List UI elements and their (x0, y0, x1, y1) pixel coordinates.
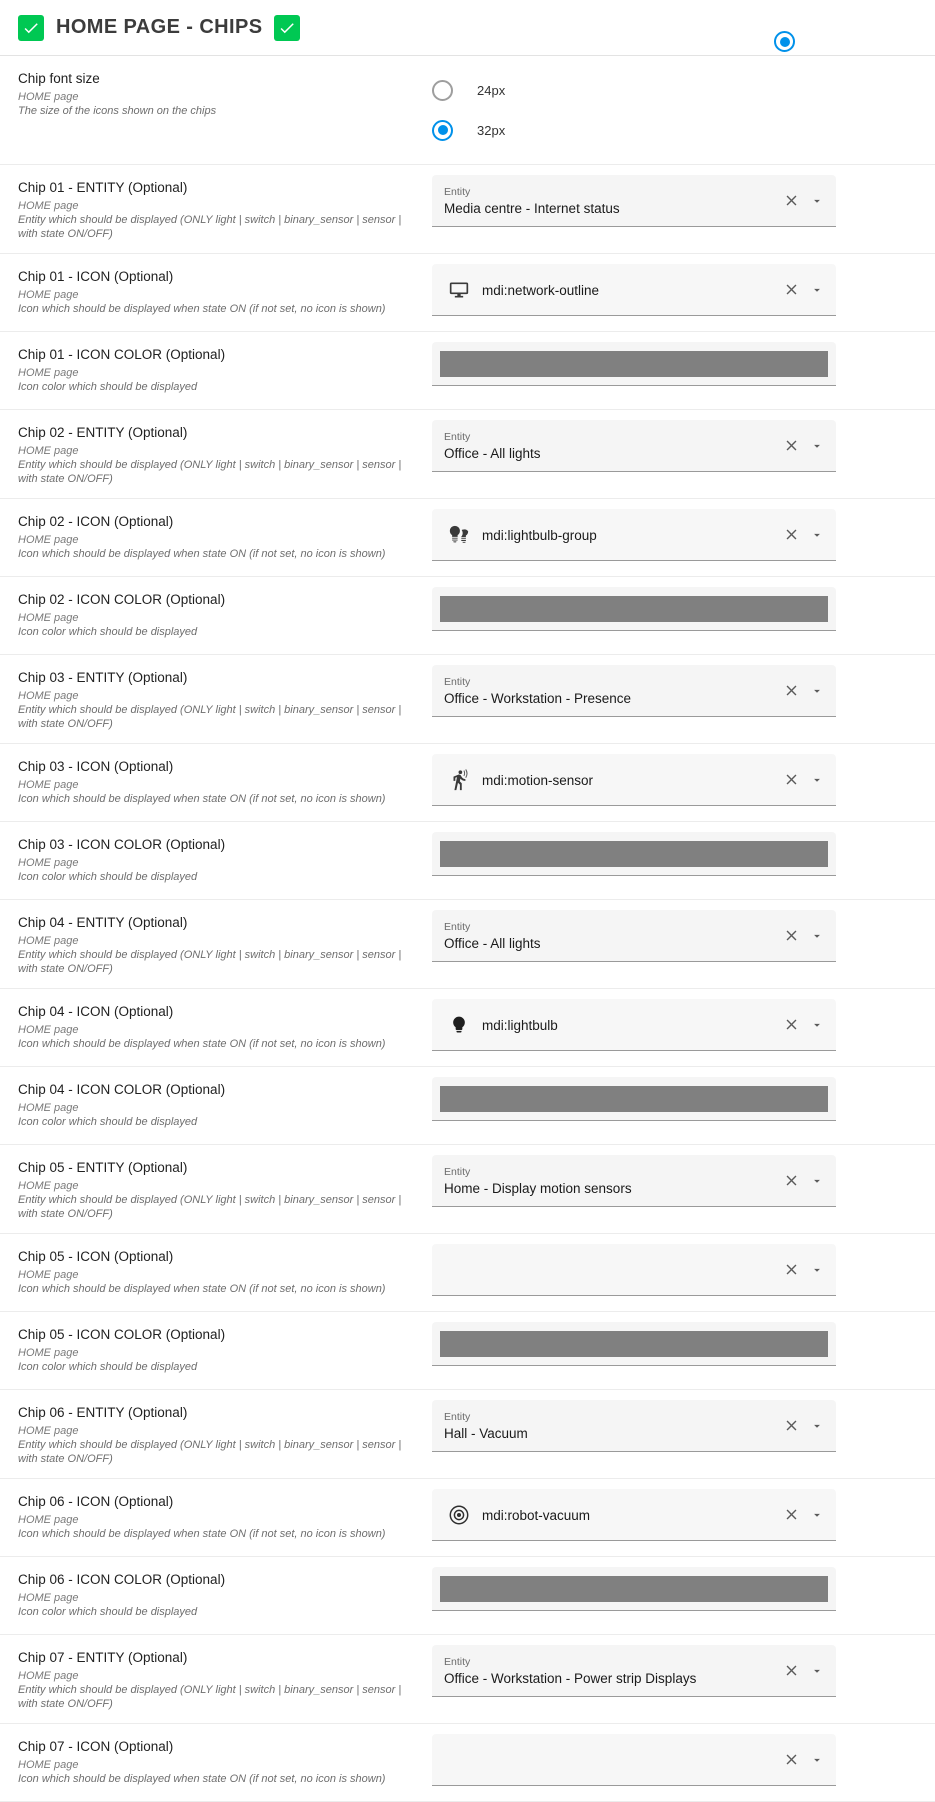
chevron-down-icon[interactable] (804, 1747, 830, 1773)
icon-select-field[interactable] (432, 264, 836, 316)
setting-row (0, 1390, 935, 1479)
color-picker-field[interactable] (432, 587, 836, 631)
icon-select-field[interactable] (432, 1734, 836, 1786)
header-radio[interactable] (774, 31, 795, 52)
chevron-down-icon[interactable] (804, 433, 830, 459)
color-swatch[interactable] (440, 1576, 828, 1602)
field-value[interactable]: Media centre - Internet status (444, 201, 620, 216)
field-actions (778, 767, 830, 793)
setting-row-labels (0, 499, 432, 573)
color-picker-field[interactable] (432, 1077, 836, 1121)
field-actions (778, 1413, 830, 1439)
chevron-down-icon[interactable] (804, 188, 830, 214)
setting-row-description: Entity which should be displayed (ONLY light | switch | binary_sensor | sensor | with state ON/OFF) (18, 1684, 402, 1710)
setting-row (0, 577, 935, 655)
field-label: Entity (444, 431, 471, 443)
clear-icon[interactable] (778, 923, 804, 949)
bulb-icon (444, 1015, 474, 1035)
setting-row-control (432, 332, 935, 396)
setting-row-title: Chip 05 - ICON COLOR (Optional) (18, 1327, 226, 1342)
setting-row-page: HOME page (18, 1425, 79, 1437)
setting-row-control (432, 1479, 935, 1551)
setting-row-control (432, 900, 935, 972)
setting-row-title: Chip 06 - ICON (Optional) (18, 1494, 174, 1509)
setting-row-labels (0, 1067, 432, 1141)
setting-row-labels (0, 655, 432, 743)
setting-row-page: HOME page (18, 289, 79, 301)
clear-icon[interactable] (778, 1747, 804, 1773)
field-content (482, 264, 772, 315)
field-value[interactable]: mdi:motion-sensor (482, 773, 594, 788)
setting-row-control (432, 165, 935, 237)
setting-row (0, 1145, 935, 1234)
setting-row-description: Entity which should be displayed (ONLY light | switch | binary_sensor | sensor | with state ON/OFF) (18, 1194, 402, 1220)
setting-row-control (432, 1635, 935, 1707)
setting-row (0, 254, 935, 332)
setting-row-page: HOME page (18, 1759, 79, 1771)
setting-row-description: Icon which should be displayed when state ON (if not set, no icon is shown) (18, 303, 386, 315)
setting-row-page: HOME page (18, 367, 79, 379)
clear-icon[interactable] (778, 433, 804, 459)
setting-row-page: HOME page (18, 690, 79, 702)
icon-select-field[interactable] (432, 509, 836, 561)
clear-icon[interactable] (778, 188, 804, 214)
clear-icon[interactable] (778, 1257, 804, 1283)
setting-row-page: HOME page (18, 1180, 79, 1192)
chevron-down-icon[interactable] (804, 1257, 830, 1283)
setting-row-description: Entity which should be displayed (ONLY light | switch | binary_sensor | sensor | with state ON/OFF) (18, 214, 402, 240)
setting-row-labels (0, 577, 432, 651)
setting-row-labels (0, 1234, 432, 1308)
field-content (444, 420, 772, 471)
setting-row (0, 744, 935, 822)
radio-32px-label: 32px (477, 122, 506, 138)
setting-row (0, 1479, 935, 1557)
setting-row-page: HOME page (18, 1670, 79, 1682)
field-actions (778, 1502, 830, 1528)
setting-row-title: Chip 02 - ENTITY (Optional) (18, 425, 188, 440)
setting-row (0, 1557, 935, 1635)
setting-row-description: Icon which should be displayed when state ON (if not set, no icon is shown) (18, 1038, 386, 1050)
setting-row-labels (0, 1635, 432, 1723)
field-label: Entity (444, 1166, 471, 1178)
field-content (482, 999, 772, 1050)
clear-icon[interactable] (778, 767, 804, 793)
setting-row-description: Icon which should be displayed when state ON (if not set, no icon is shown) (18, 793, 386, 805)
setting-row-control (432, 410, 935, 482)
color-picker-field[interactable] (432, 342, 836, 386)
setting-row-labels (0, 332, 432, 406)
field-content (444, 910, 772, 961)
color-picker-field[interactable] (432, 1567, 836, 1611)
setting-row-control (432, 1145, 935, 1217)
setting-row-control (432, 744, 935, 816)
page-header (0, 0, 935, 56)
setting-row (0, 1312, 935, 1390)
setting-row-description: Entity which should be displayed (ONLY light | switch | binary_sensor | sensor | with state ON/OFF) (18, 459, 402, 485)
setting-row (0, 1724, 935, 1802)
setting-row-title: Chip 01 - ICON (Optional) (18, 269, 174, 284)
setting-row-title: Chip 06 - ENTITY (Optional) (18, 1405, 188, 1420)
setting-row-control (432, 655, 935, 727)
setting-row-control (432, 254, 935, 326)
setting-row-title: Chip 03 - ICON COLOR (Optional) (18, 837, 226, 852)
clear-icon[interactable] (778, 1012, 804, 1038)
setting-row-description: Entity which should be displayed (ONLY light | switch | binary_sensor | sensor | with state ON/OFF) (18, 949, 402, 975)
setting-row-description: Icon which should be displayed when state ON (if not set, no icon is shown) (18, 1283, 386, 1295)
field-actions (778, 1257, 830, 1283)
field-value[interactable]: Home - Display motion sensors (444, 1181, 632, 1196)
field-content (444, 1400, 772, 1451)
chevron-down-icon[interactable] (804, 1658, 830, 1684)
clear-icon[interactable] (778, 277, 804, 303)
chip-font-size-option-32[interactable] (432, 110, 935, 150)
setting-row-description: Icon color which should be displayed (18, 1606, 198, 1618)
field-value[interactable]: Office - Workstation - Power strip Displays (444, 1671, 697, 1686)
setting-row-page: HOME page (18, 1269, 79, 1281)
chevron-down-icon[interactable] (804, 1413, 830, 1439)
setting-row-labels (0, 900, 432, 988)
field-actions (778, 1012, 830, 1038)
entity-select-field[interactable] (432, 1645, 836, 1697)
setting-row-page: HOME page (18, 1592, 79, 1604)
chevron-down-icon[interactable] (804, 277, 830, 303)
icon-select-field[interactable] (432, 754, 836, 806)
color-picker-field[interactable] (432, 832, 836, 876)
field-value[interactable]: mdi:lightbulb-group (482, 528, 597, 543)
setting-row-description: Icon which should be displayed when state ON (if not set, no icon is shown) (18, 1773, 386, 1785)
setting-row-control (432, 1234, 935, 1306)
color-swatch[interactable] (440, 351, 828, 377)
chip-font-size-setting (0, 56, 935, 165)
field-label: Entity (444, 676, 471, 688)
setting-row-labels (0, 1145, 432, 1233)
setting-row-labels (0, 744, 432, 818)
field-content (444, 1645, 772, 1696)
color-swatch[interactable] (440, 1086, 828, 1112)
page-title: HOME PAGE - CHIPS (56, 16, 263, 38)
setting-row-title: Chip 07 - ENTITY (Optional) (18, 1650, 188, 1665)
setting-row-title: Chip 02 - ICON (Optional) (18, 514, 174, 529)
setting-row-labels (0, 1479, 432, 1553)
field-value[interactable]: Office - All lights (444, 936, 541, 951)
setting-row-control (432, 1557, 935, 1621)
chevron-down-icon[interactable] (804, 923, 830, 949)
icon-select-field[interactable] (432, 1489, 836, 1541)
field-label: Entity (444, 1656, 471, 1668)
setting-row (0, 332, 935, 410)
setting-row (0, 655, 935, 744)
radio-24px-label: 24px (477, 82, 506, 98)
setting-row-control (432, 1312, 935, 1376)
field-content (444, 1155, 772, 1206)
setting-row-description: Entity which should be displayed (ONLY light | switch | binary_sensor | sensor | with state ON/OFF) (18, 704, 402, 730)
setting-row (0, 1234, 935, 1312)
setting-row-control (432, 1724, 935, 1796)
field-content (482, 1489, 772, 1540)
chip-font-size-page: HOME page (18, 91, 79, 103)
setting-row-title: Chip 04 - ICON COLOR (Optional) (18, 1082, 226, 1097)
setting-row-labels (0, 1390, 432, 1478)
setting-row-page: HOME page (18, 612, 79, 624)
setting-row-control (432, 577, 935, 641)
entity-select-field[interactable] (432, 910, 836, 962)
entity-select-field[interactable] (432, 1155, 836, 1207)
field-content (482, 509, 772, 560)
radio-32px[interactable] (432, 120, 453, 141)
field-label: Entity (444, 921, 471, 933)
field-value[interactable]: Hall - Vacuum (444, 1426, 528, 1441)
setting-row-description: Icon color which should be displayed (18, 1361, 198, 1373)
setting-row (0, 989, 935, 1067)
setting-row-page: HOME page (18, 857, 79, 869)
color-picker-field[interactable] (432, 1322, 836, 1366)
setting-row (0, 900, 935, 989)
chevron-down-icon[interactable] (804, 767, 830, 793)
motion-icon (444, 769, 474, 791)
chevron-down-icon[interactable] (804, 1502, 830, 1528)
setting-row-labels (0, 989, 432, 1063)
setting-row-labels (0, 165, 432, 253)
icon-select-field[interactable] (432, 1244, 836, 1296)
field-label: Entity (444, 1411, 471, 1423)
icon-select-field[interactable] (432, 999, 836, 1051)
setting-row-title: Chip 05 - ICON (Optional) (18, 1249, 174, 1264)
setting-row (0, 410, 935, 499)
field-content (482, 1734, 772, 1785)
setting-row-labels (0, 1724, 432, 1798)
field-value[interactable]: Office - All lights (444, 446, 541, 461)
field-content (482, 1244, 772, 1295)
setting-row-page: HOME page (18, 200, 79, 212)
radio-24px[interactable] (432, 80, 453, 101)
setting-row-control (432, 1067, 935, 1131)
setting-row (0, 165, 935, 254)
setting-row-labels (0, 1312, 432, 1386)
setting-row-description: Entity which should be displayed (ONLY light | switch | binary_sensor | sensor | with state ON/OFF) (18, 1439, 402, 1465)
setting-row-description: Icon which should be displayed when state ON (if not set, no icon is shown) (18, 1528, 386, 1540)
chip-font-size-option-24[interactable] (432, 70, 935, 110)
field-label: Entity (444, 186, 471, 198)
setting-row-title: Chip 04 - ENTITY (Optional) (18, 915, 188, 930)
color-swatch[interactable] (440, 596, 828, 622)
chevron-down-icon[interactable] (804, 1168, 830, 1194)
entity-select-field[interactable] (432, 420, 836, 472)
setting-row-title: Chip 06 - ICON COLOR (Optional) (18, 1572, 226, 1587)
color-swatch[interactable] (440, 841, 828, 867)
setting-row-labels (0, 1557, 432, 1631)
setting-row-labels (0, 822, 432, 896)
entity-select-field[interactable] (432, 1400, 836, 1452)
field-content (482, 754, 772, 805)
setting-row-page: HOME page (18, 935, 79, 947)
setting-row-page: HOME page (18, 1514, 79, 1526)
setting-row (0, 499, 935, 577)
clear-icon[interactable] (778, 1658, 804, 1684)
setting-row-title: Chip 01 - ICON COLOR (Optional) (18, 347, 226, 362)
field-value[interactable]: Office - Workstation - Presence (444, 691, 632, 706)
field-value[interactable]: mdi:network-outline (482, 283, 600, 298)
chip-font-size-title: Chip font size (18, 71, 100, 86)
field-actions (778, 522, 830, 548)
field-actions (778, 277, 830, 303)
setting-row-labels (0, 410, 432, 498)
field-actions (778, 188, 830, 214)
clear-icon[interactable] (778, 1502, 804, 1528)
field-actions (778, 1168, 830, 1194)
setting-row-page: HOME page (18, 779, 79, 791)
setting-row-description: Icon color which should be displayed (18, 1116, 198, 1128)
chevron-down-icon[interactable] (804, 1012, 830, 1038)
field-actions (778, 923, 830, 949)
monitor-icon (444, 280, 474, 300)
setting-row-page: HOME page (18, 1347, 79, 1359)
setting-row-page: HOME page (18, 534, 79, 546)
field-actions (778, 678, 830, 704)
setting-row (0, 1635, 935, 1724)
setting-row-title: Chip 07 - ICON (Optional) (18, 1739, 174, 1754)
setting-row-control (432, 822, 935, 886)
setting-row-description: Icon color which should be displayed (18, 626, 198, 638)
setting-row (0, 1067, 935, 1145)
setting-row-title: Chip 03 - ICON (Optional) (18, 759, 174, 774)
setting-row-title: Chip 04 - ICON (Optional) (18, 1004, 174, 1019)
field-value[interactable]: mdi:lightbulb (482, 1018, 558, 1033)
clear-icon[interactable] (778, 1168, 804, 1194)
clear-icon[interactable] (778, 522, 804, 548)
setting-row (0, 822, 935, 900)
setting-row-page: HOME page (18, 1024, 79, 1036)
setting-row-title: Chip 01 - ENTITY (Optional) (18, 180, 188, 195)
field-actions (778, 1747, 830, 1773)
field-value[interactable]: mdi:robot-vacuum (482, 1508, 591, 1523)
color-swatch[interactable] (440, 1331, 828, 1357)
clear-icon[interactable] (778, 678, 804, 704)
chip-font-size-description: The size of the icons shown on the chips (18, 105, 217, 117)
setting-row-title: Chip 03 - ENTITY (Optional) (18, 670, 188, 685)
chip-font-size-options (432, 56, 935, 164)
setting-row-page: HOME page (18, 1102, 79, 1114)
setting-row-control (432, 989, 935, 1061)
chip-settings-list (0, 165, 935, 1802)
chevron-down-icon[interactable] (804, 678, 830, 704)
setting-row-control (432, 1390, 935, 1462)
field-actions (778, 1658, 830, 1684)
vacuum-icon (444, 1504, 474, 1526)
setting-row-description: Icon color which should be displayed (18, 381, 198, 393)
bulbgroup-icon (444, 524, 474, 546)
setting-row-title: Chip 05 - ENTITY (Optional) (18, 1160, 188, 1175)
entity-select-field[interactable] (432, 175, 836, 227)
field-content (444, 665, 772, 716)
field-actions (778, 433, 830, 459)
setting-row-page: HOME page (18, 445, 79, 457)
setting-row-title: Chip 02 - ICON COLOR (Optional) (18, 592, 226, 607)
chip-font-size-labels (0, 56, 432, 130)
field-content (444, 175, 772, 226)
clear-icon[interactable] (778, 1413, 804, 1439)
header-checkbox-right[interactable] (274, 15, 300, 41)
setting-row-description: Icon which should be displayed when state ON (if not set, no icon is shown) (18, 548, 386, 560)
header-checkbox-left[interactable] (18, 15, 44, 41)
chevron-down-icon[interactable] (804, 522, 830, 548)
entity-select-field[interactable] (432, 665, 836, 717)
setting-row-description: Icon color which should be displayed (18, 871, 198, 883)
setting-row-labels (0, 254, 432, 328)
setting-row-control (432, 499, 935, 571)
